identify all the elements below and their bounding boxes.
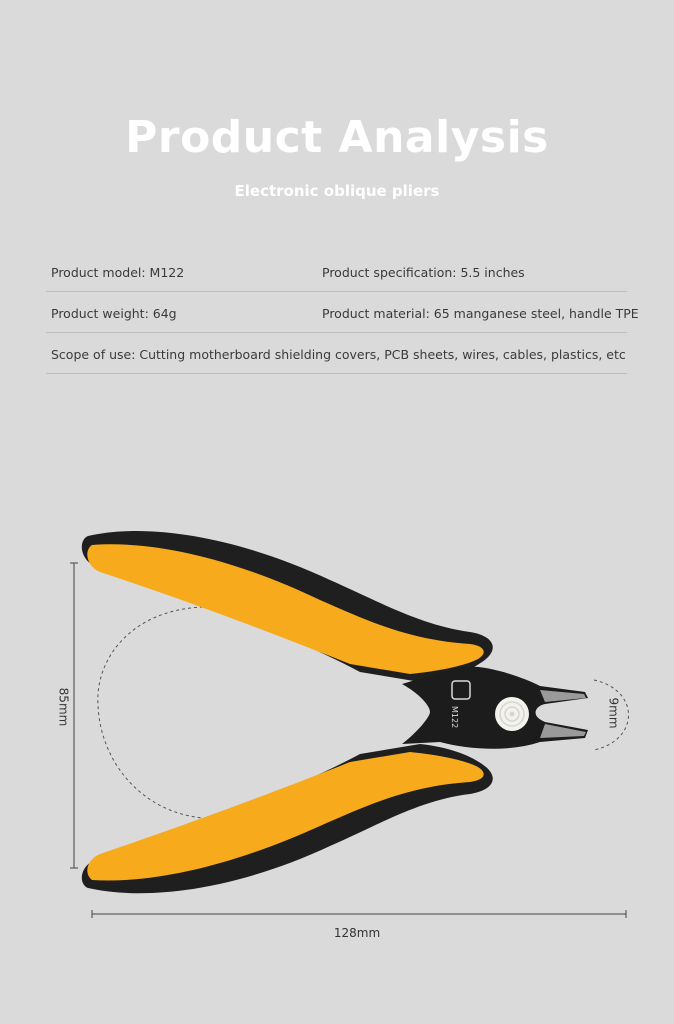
page-subtitle: Electronic oblique pliers [234,182,440,200]
pliers-head [402,667,588,749]
spec-row [46,333,627,374]
spec-material: Product material: 65 manganese steel, handle TPE [322,306,639,321]
spec-table [46,251,639,374]
spec-row [46,251,627,292]
upper-handle [82,531,493,682]
spec-row [46,292,639,333]
product-engraving: M122 [450,706,459,729]
spec-model: Product model: M122 [51,265,185,280]
length-dimension-label: 128mm [333,926,381,940]
spec-specification: Product specification: 5.5 inches [322,265,525,280]
jaw-opening-label: 9mm [606,697,621,729]
page-title: Product Analysis [125,112,549,163]
height-dimension-label: 85mm [56,687,71,727]
handle-span-arc [98,607,203,818]
spec-weight: Product weight: 64g [51,306,177,321]
spec-scope: Scope of use: Cutting motherboard shielding covers, PCB sheets, wires, cables, plastics, etc [51,347,626,362]
pliers-illustration [0,500,674,960]
lower-handle [82,744,493,893]
